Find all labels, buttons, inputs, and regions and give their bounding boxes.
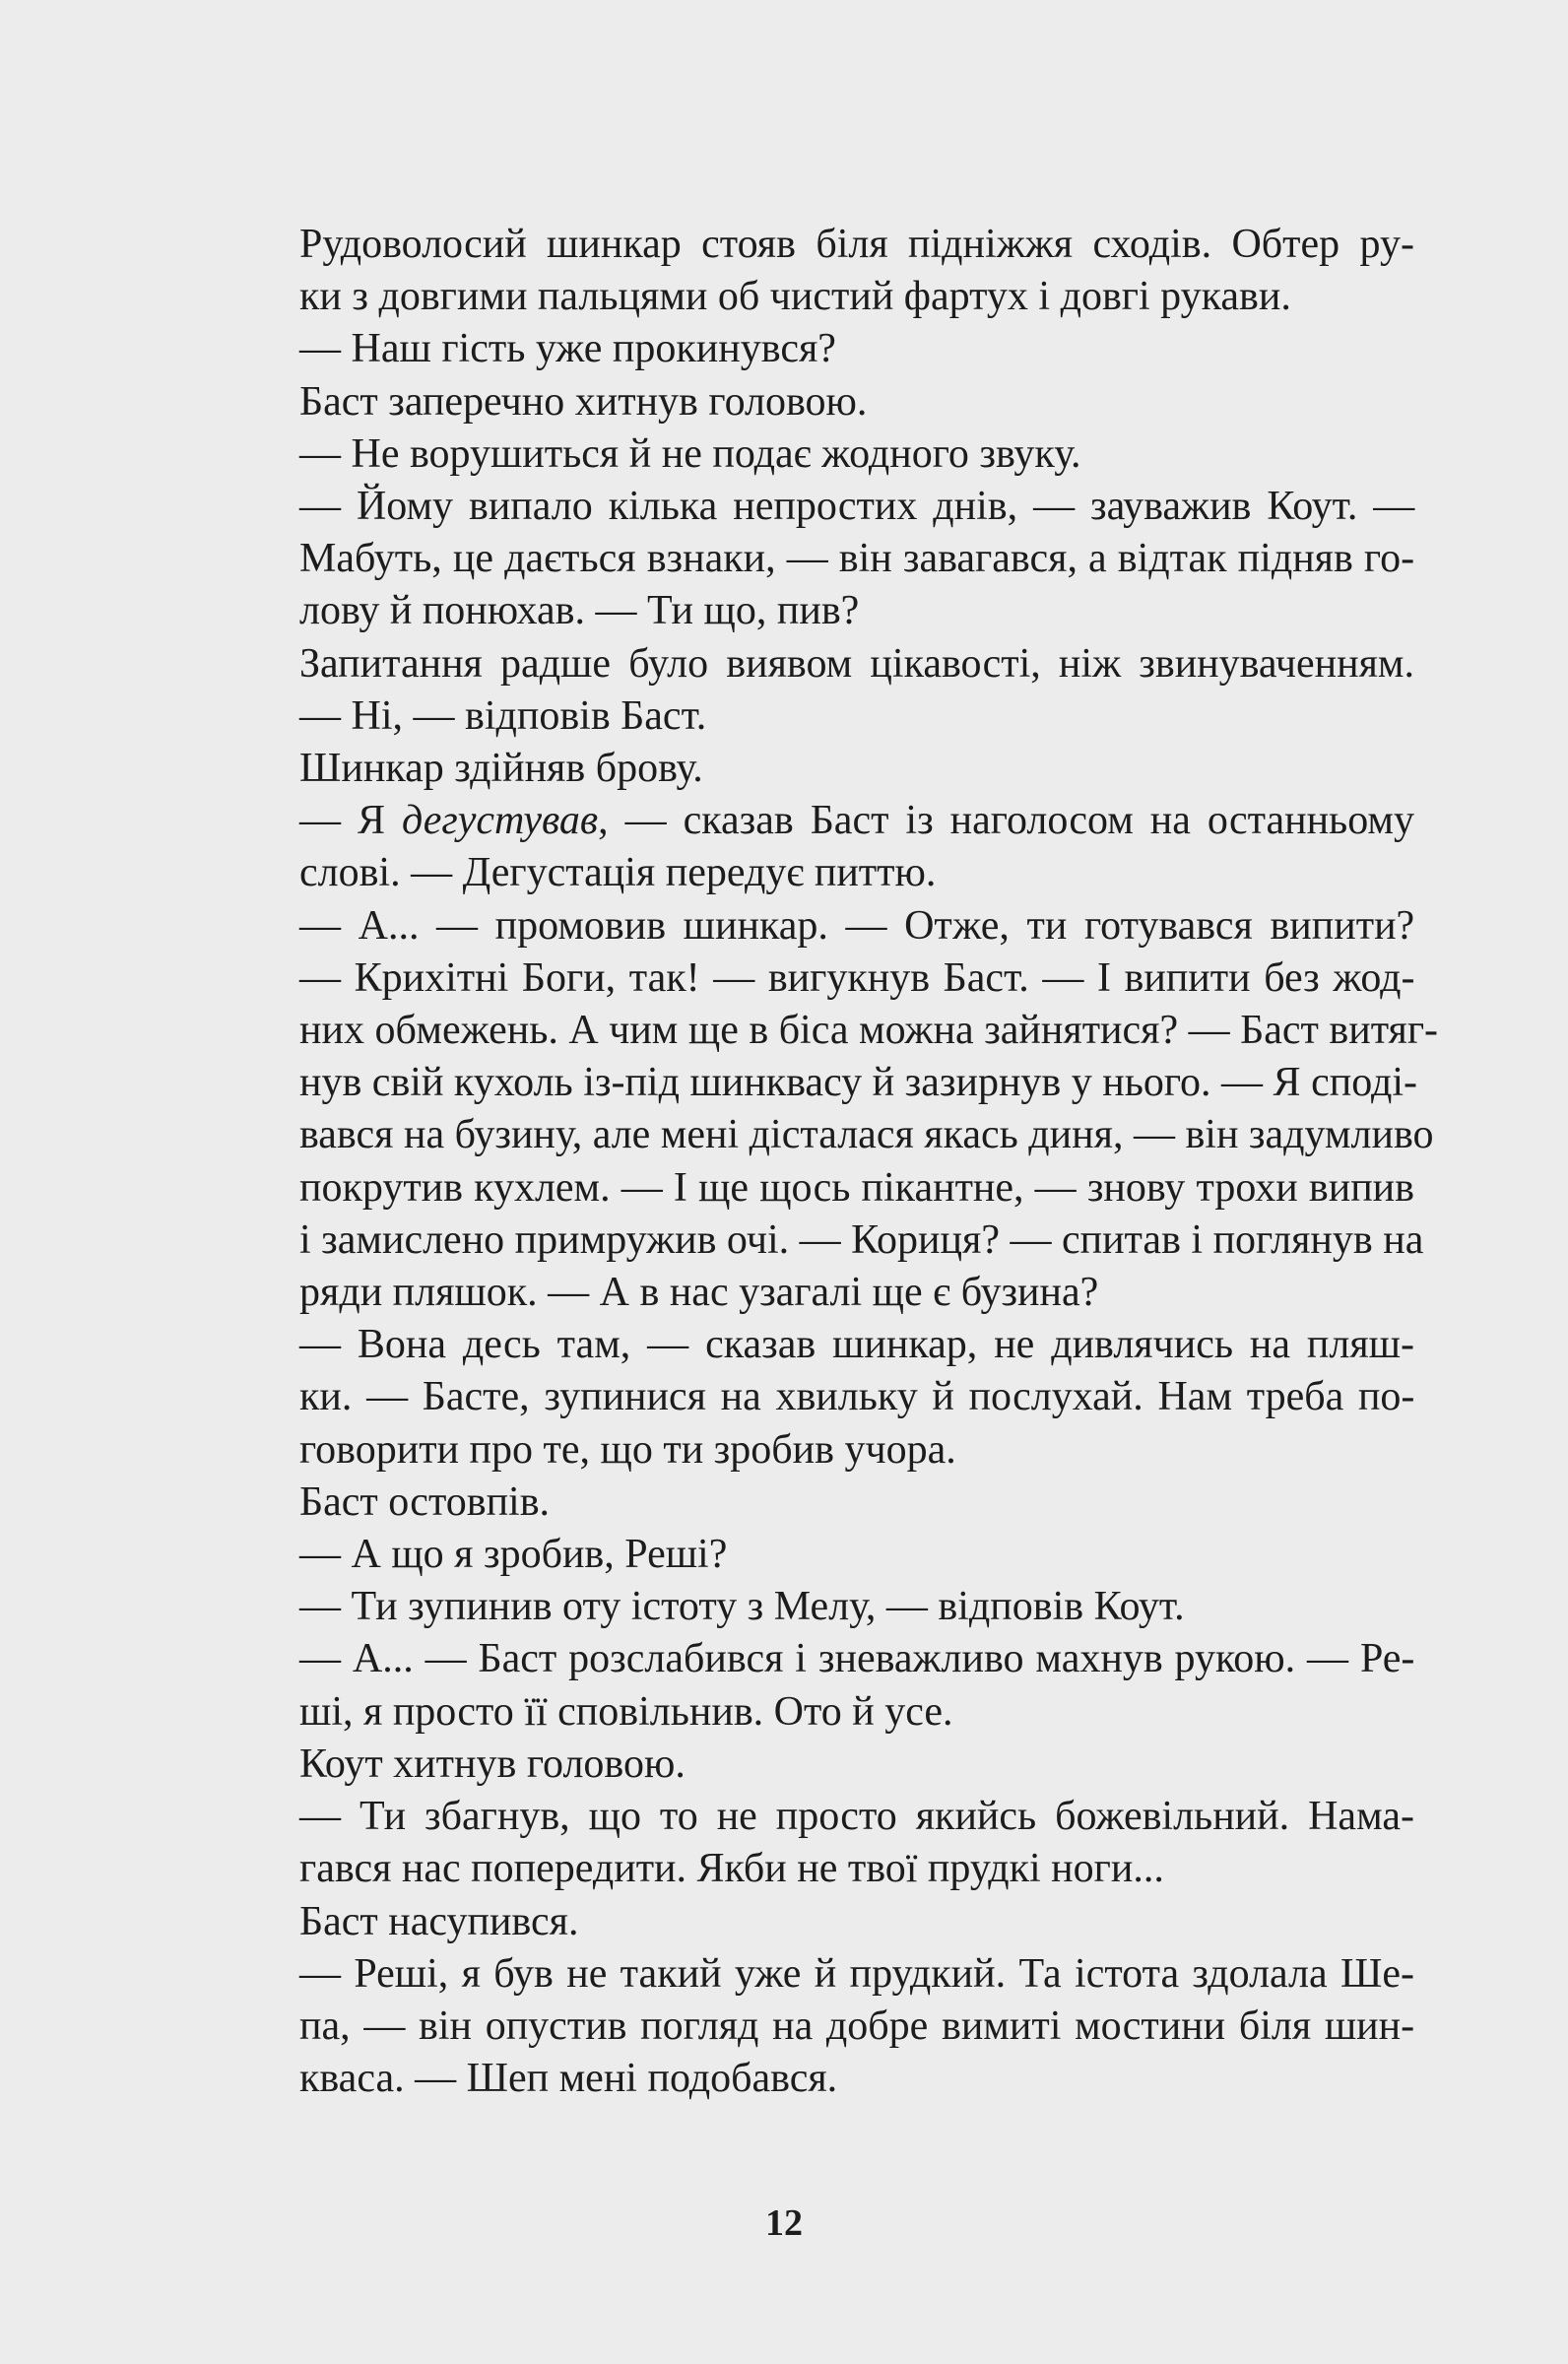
text-fragment: , — сказав Баст із наголосом на останньому <box>598 798 1414 844</box>
text-line: них обмежень. А чим ще в біса можна зайнятися? — Баст витяг- <box>299 1008 1439 1054</box>
text-line: нув свій кухоль із-під шинквасу й зазирнув у нього. — Я споді- <box>299 1060 1418 1106</box>
emphasized-word: дегустував <box>401 798 599 844</box>
text-line: лову й понюхав. — Ти що, пив? <box>299 588 860 634</box>
text-line: Коут хитнув головою. <box>299 1740 686 1787</box>
text-line: Баст остовпів. <box>299 1478 551 1525</box>
text-line: Мабуть, це дається взнаки, — він завагався, а відтак підняв го- <box>299 536 1415 582</box>
text-line: гався нас попередити. Якби не твої прудкі ноги... <box>299 1846 1164 1892</box>
text-line: — А... — промовив шинкар. — Отже, ти готувався випити? <box>299 902 1415 949</box>
text-line: і замислено примружив очі. — Кориця? — спитав і поглянув на <box>299 1216 1424 1263</box>
text-line: ки. — Басте, зупинися на хвильку й послухай. Нам треба по- <box>299 1374 1415 1420</box>
text-line: — Ні, — відповів Баст. <box>299 692 707 739</box>
text-line: — А що я зробив, Реші? <box>299 1532 728 1578</box>
text-line: кваса. — Шеп мені подобався. <box>299 2056 838 2102</box>
text-line: Баст насупився. <box>299 1898 579 1944</box>
text-line: Баст заперечно хитнув головою. <box>299 378 868 425</box>
text-line: — А... — Баст розслабився і зневажливо махнув рукою. — Ре- <box>299 1636 1415 1682</box>
text-line: Шинкар здійняв брову. <box>299 746 703 792</box>
text-line: — Не ворушиться й не подає жодного звуку. <box>299 430 1081 477</box>
text-line: — Реші, я був не такий уже й прудкий. Та істота здолала Ше- <box>299 1950 1414 1997</box>
text-line: — Ти зупинив оту істоту з Мелу, — відповів Коут. <box>299 1584 1185 1630</box>
text-line: ки з довгими пальцями об чистий фартух і довгі рукави. <box>299 274 1291 320</box>
text-line: па, — він опустив погляд на добре вимиті мостини біля шин- <box>299 2003 1415 2049</box>
text-line: слові. — Дегустація передує питтю. <box>299 850 937 896</box>
text-line: ші, я просто її сповільнив. Ото й усе. <box>299 1688 953 1735</box>
text-line: вався на бузину, але мені дісталася якась диня, — він задумливо <box>299 1112 1434 1158</box>
text-fragment: — Я <box>299 798 402 844</box>
text-line: Рудоволосий шинкар стояв біля підніжжя сходів. Обтер ру- <box>299 222 1414 267</box>
text-line <box>299 795 1414 847</box>
text-line: — Крихітні Боги, так! — вигукнув Баст. — І випити без жод- <box>299 954 1415 1001</box>
text-line: — Наш гість уже прокинувся? <box>299 326 836 372</box>
page-number: 12 <box>765 2202 803 2244</box>
body-text <box>299 219 1439 2105</box>
text-line: ряди пляшок. — А в нас узагалі ще є бузина? <box>299 1270 1099 1316</box>
text-line: — Йому випало кілька непростих днів, — зауважив Коут. — <box>299 484 1415 530</box>
text-line: — Вона десь там, — сказав шинкар, не дивлячись на пляш- <box>299 1322 1415 1368</box>
text-line: — Ти збагнув, що то не просто якийсь божевільний. Нама- <box>299 1794 1414 1840</box>
text-line: Запитання радше було виявом цікавості, ніж звинуваченням. <box>299 640 1414 687</box>
text-line: говорити про те, що ти зробив учора. <box>299 1426 956 1473</box>
text-line: покрутив кухлем. — І ще щось пікантне, — знову трохи випив <box>299 1164 1414 1211</box>
